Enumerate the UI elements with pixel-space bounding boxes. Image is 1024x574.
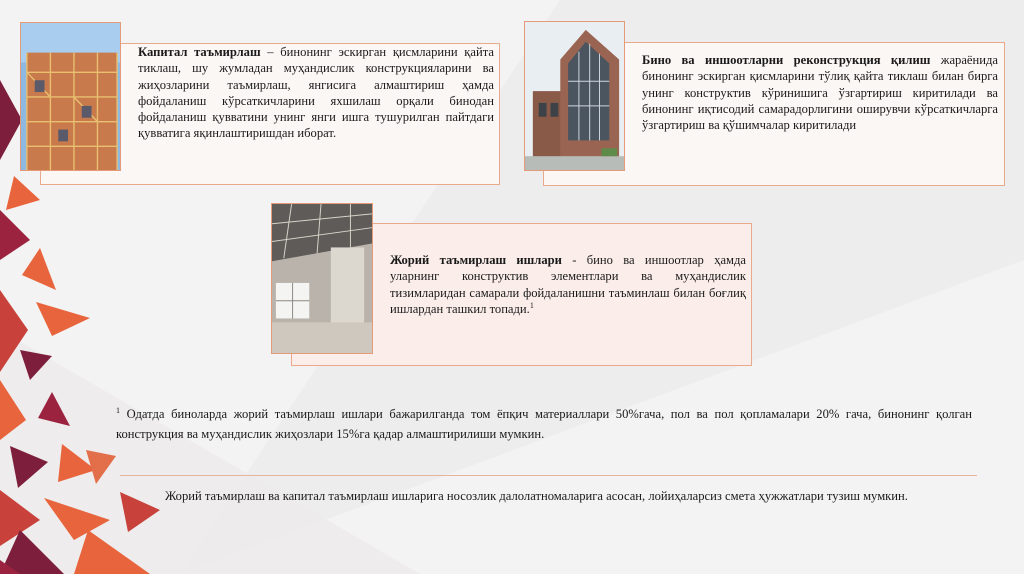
- capital-repair-text: [138, 44, 494, 142]
- current-repair-text: [390, 252, 746, 317]
- footnote-reference: 1: [529, 300, 534, 310]
- current-repair-title: Жорий таъмирлаш ишлари: [390, 253, 562, 267]
- building-photo: [524, 21, 625, 171]
- footnote-mark: 1: [116, 405, 120, 415]
- reconstruction-text: [642, 52, 998, 133]
- footnote-body: Одатда биноларда жорий таъмирлаш ишлари бажарилганда том ёпқич материаллари 50%гача, пол ва пол қопламалари 20% гача, бинонинг қолган конструкция ва муҳандислик жиҳозлари 15%га қадар алмаштирилиши мумкин.: [116, 407, 972, 441]
- reconstruction-title: Бино ва иншоотларни реконструкция қилиш: [642, 53, 931, 67]
- scaffolding-photo: [20, 22, 121, 171]
- current-repair-body: - бино ва иншоотлар ҳамда уларнинг конструктив элементлари ва муҳандислик тизимларидан самарали фойдаланишни таъминлаш билан боғлиқ ишлардан ташкил топади.: [390, 253, 747, 316]
- conclusion-text: Жорий таъмирлаш ва капитал таъмирлаш ишларига носозлик далолатномаларига асосан, лойиҳаларсиз смета ҳужжатлари тузиш мумкин.: [165, 489, 908, 503]
- divider-line: [120, 475, 977, 476]
- reconstruction-body: жараёнида бинонинг эскирган қисмларини тўлиқ қайта тиклаш билан бирга унинг конструктив кўринишига ўзгартириш киритилади ва бинонинг иқтисодий самарадорлигини оширувчи кўрсаткичларга ўзгартириш ва қўшимчалар киритилади: [642, 53, 998, 133]
- capital-repair-title: Капитал таъмирлаш: [138, 45, 261, 59]
- capital-repair-body: – бинонинг эскирган қисмларини қайта тиклаш, шу жумладан муҳандислик конструкцияларини ва жиҳозларини таъмирлаш, янгисига алмаштириш ҳамда фойдаланиш кўрсаткичларини яхшилаш орқали бинодан фойдаланиш қувватини унинг янги ишга тушурилган пайтдаги қувватига яқинлаштиришдан иборат.: [138, 45, 494, 141]
- interior-photo: [271, 203, 373, 354]
- footnote-text: [116, 405, 972, 444]
